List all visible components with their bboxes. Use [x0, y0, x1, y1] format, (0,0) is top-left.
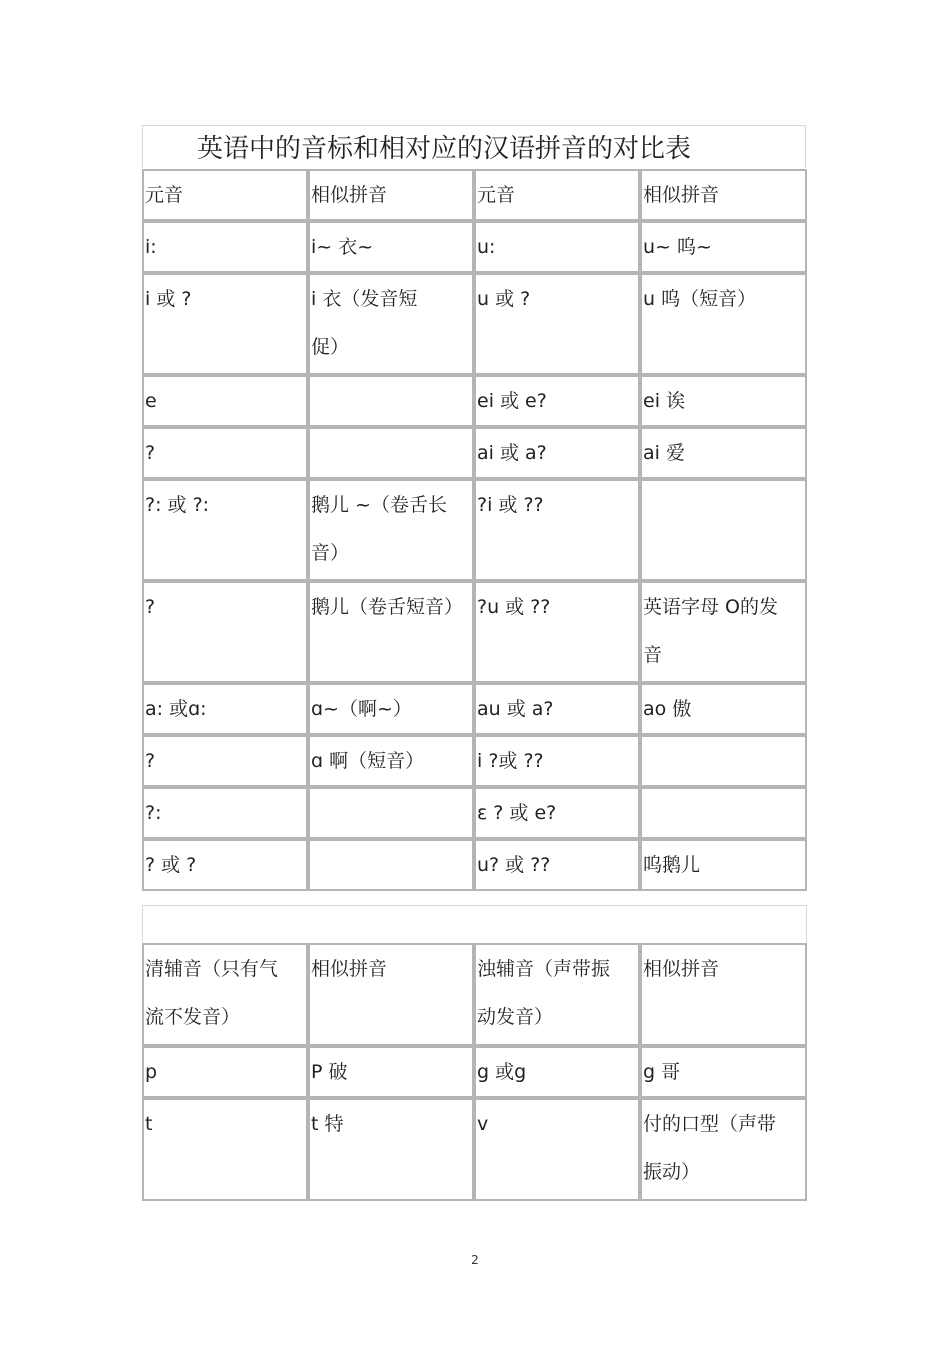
cell-text: ?: 或 ?: [145, 494, 210, 516]
title-box [142, 125, 806, 168]
table-cell [142, 375, 308, 427]
cell-text: 浊辅音（声带振 [477, 958, 611, 980]
cell-text: t 特 [311, 1113, 344, 1135]
header-cell [474, 943, 640, 1046]
cell-text [311, 389, 472, 413]
header-text: 元音 [477, 184, 516, 206]
table-cell [308, 683, 474, 735]
cell-text: ? [145, 750, 156, 772]
table-cell [640, 479, 807, 581]
cell-text: g 或g [477, 1061, 527, 1083]
table-row [142, 1046, 807, 1098]
table-cell [142, 683, 308, 735]
cell-text: 鹅儿 ~（卷舌长 [311, 494, 447, 516]
table-cell [142, 273, 308, 375]
cell-text [643, 749, 805, 773]
table-cell [308, 787, 474, 839]
cell-text: u 呜（短音） [643, 288, 757, 310]
cell-text [311, 853, 472, 877]
table-cell [142, 1046, 308, 1098]
table-cell [640, 375, 807, 427]
cell-text: P 破 [311, 1061, 348, 1083]
cell-text: i 或 ? [145, 288, 192, 310]
cell-text: ao 傲 [643, 698, 692, 720]
table-row [142, 427, 807, 479]
table-row [142, 735, 807, 787]
table-cell [640, 581, 807, 683]
table-cell [474, 735, 640, 787]
header-cell [640, 169, 807, 221]
cell-text: 相似拼音 [311, 958, 388, 980]
cell-text: 动发音） [477, 1006, 554, 1028]
cell-text: 呜鹅儿 [643, 854, 701, 876]
cell-text: ?u 或 ?? [477, 596, 551, 618]
table-row [142, 221, 807, 273]
header-text: 相似拼音 [643, 184, 720, 206]
table-cell [308, 581, 474, 683]
cell-text: g 哥 [643, 1061, 681, 1083]
table-cell [142, 427, 308, 479]
table-cell [640, 427, 807, 479]
table-cell [474, 787, 640, 839]
table-cell [474, 683, 640, 735]
table-cell [640, 683, 807, 735]
cell-text: 清辅音（只有气 [145, 958, 279, 980]
cell-text: 促） [311, 336, 350, 358]
cell-text: ε ? 或 e? [477, 802, 557, 824]
cell-text: ? [145, 442, 156, 464]
table-cell [308, 273, 474, 375]
table-cell [308, 1046, 474, 1098]
cell-text: v [477, 1113, 489, 1135]
page-title: 英语中的音标和相对应的汉语拼音的对比表 [196, 134, 691, 164]
cell-text: i 衣（发音短 [311, 288, 418, 310]
header-cell [308, 169, 474, 221]
cell-text: t [145, 1113, 153, 1135]
cell-text: u: [477, 236, 496, 258]
cell-text: ai 爱 [643, 442, 685, 464]
table-cell [142, 787, 308, 839]
table-cell [474, 221, 640, 273]
table-cell [474, 479, 640, 581]
table-cell [142, 479, 308, 581]
table-cell [308, 1098, 474, 1201]
table-cell [474, 273, 640, 375]
cell-text: ɑ 啊（短音） [311, 750, 425, 772]
cell-text: ?i 或 ?? [477, 494, 544, 516]
header-cell [474, 169, 640, 221]
cell-text: p [145, 1061, 158, 1083]
table-cell [142, 221, 308, 273]
table-cell [640, 221, 807, 273]
cell-text: a: 或ɑ: [145, 698, 207, 720]
cell-text: 振动） [643, 1161, 701, 1183]
cell-text [311, 441, 472, 465]
table-row [142, 375, 807, 427]
header-cell [142, 169, 308, 221]
table-cell [474, 1046, 640, 1098]
table-cell [308, 221, 474, 273]
cell-text: 音 [643, 644, 663, 666]
cell-text: ei 诶 [643, 390, 686, 412]
table-cell [640, 1098, 807, 1201]
table-row [142, 273, 807, 375]
table-cell [474, 1098, 640, 1201]
table-header-row [142, 943, 807, 1046]
cell-text: u 或 ? [477, 288, 531, 310]
table-cell [308, 427, 474, 479]
table-cell [142, 735, 308, 787]
header-cell [308, 943, 474, 1046]
table-cell [142, 839, 308, 891]
header-text: 元音 [145, 184, 184, 206]
cell-text [311, 801, 472, 825]
cell-text: 相似拼音 [643, 958, 720, 980]
table-cell [474, 427, 640, 479]
table-cell [308, 375, 474, 427]
cell-text: 英语字母 O的发 [643, 596, 778, 618]
table-row [142, 581, 807, 683]
table-cell [640, 1046, 807, 1098]
cell-text: au 或 a? [477, 698, 554, 720]
table-cell [640, 273, 807, 375]
table-header-row [142, 169, 807, 221]
table-row [142, 1098, 807, 1201]
cell-text: ei 或 e? [477, 390, 547, 412]
table-cell [308, 839, 474, 891]
cell-text: e [145, 390, 157, 412]
table-cell [640, 839, 807, 891]
table-row [142, 479, 807, 581]
cell-text: 鹅儿（卷舌短音） [311, 596, 464, 618]
cell-text: ?: [145, 802, 162, 824]
table-cell [640, 735, 807, 787]
table-cell [142, 581, 308, 683]
table-row [142, 683, 807, 735]
table-separator [142, 905, 807, 944]
cell-text: i~ 衣~ [311, 236, 374, 258]
cell-text: i: [145, 236, 157, 258]
table-cell [474, 581, 640, 683]
cell-text [643, 801, 805, 825]
cell-text: u~ 呜~ [643, 236, 712, 258]
header-cell [142, 943, 308, 1046]
cell-text [643, 493, 805, 517]
table-cell [474, 375, 640, 427]
header-cell [640, 943, 807, 1046]
vowel-table [142, 169, 807, 891]
cell-text: 音） [311, 542, 350, 564]
page-number: 2 [471, 1253, 479, 1267]
consonant-table [142, 943, 807, 1201]
table-cell [474, 839, 640, 891]
table-cell [308, 735, 474, 787]
cell-text: ? 或 ? [145, 854, 197, 876]
header-text: 相似拼音 [311, 184, 388, 206]
cell-text: ɑ~（啊~） [311, 698, 412, 720]
table-cell [640, 787, 807, 839]
cell-text: 付的口型（声带 [643, 1113, 777, 1135]
table-row [142, 787, 807, 839]
cell-text: ? [145, 596, 156, 618]
table-cell [142, 1098, 308, 1201]
cell-text: u? 或 ?? [477, 854, 551, 876]
cell-text: i ?或 ?? [477, 750, 544, 772]
cell-text: 流不发音） [145, 1006, 241, 1028]
cell-text: ai 或 a? [477, 442, 547, 464]
table-cell [308, 479, 474, 581]
table-row [142, 839, 807, 891]
